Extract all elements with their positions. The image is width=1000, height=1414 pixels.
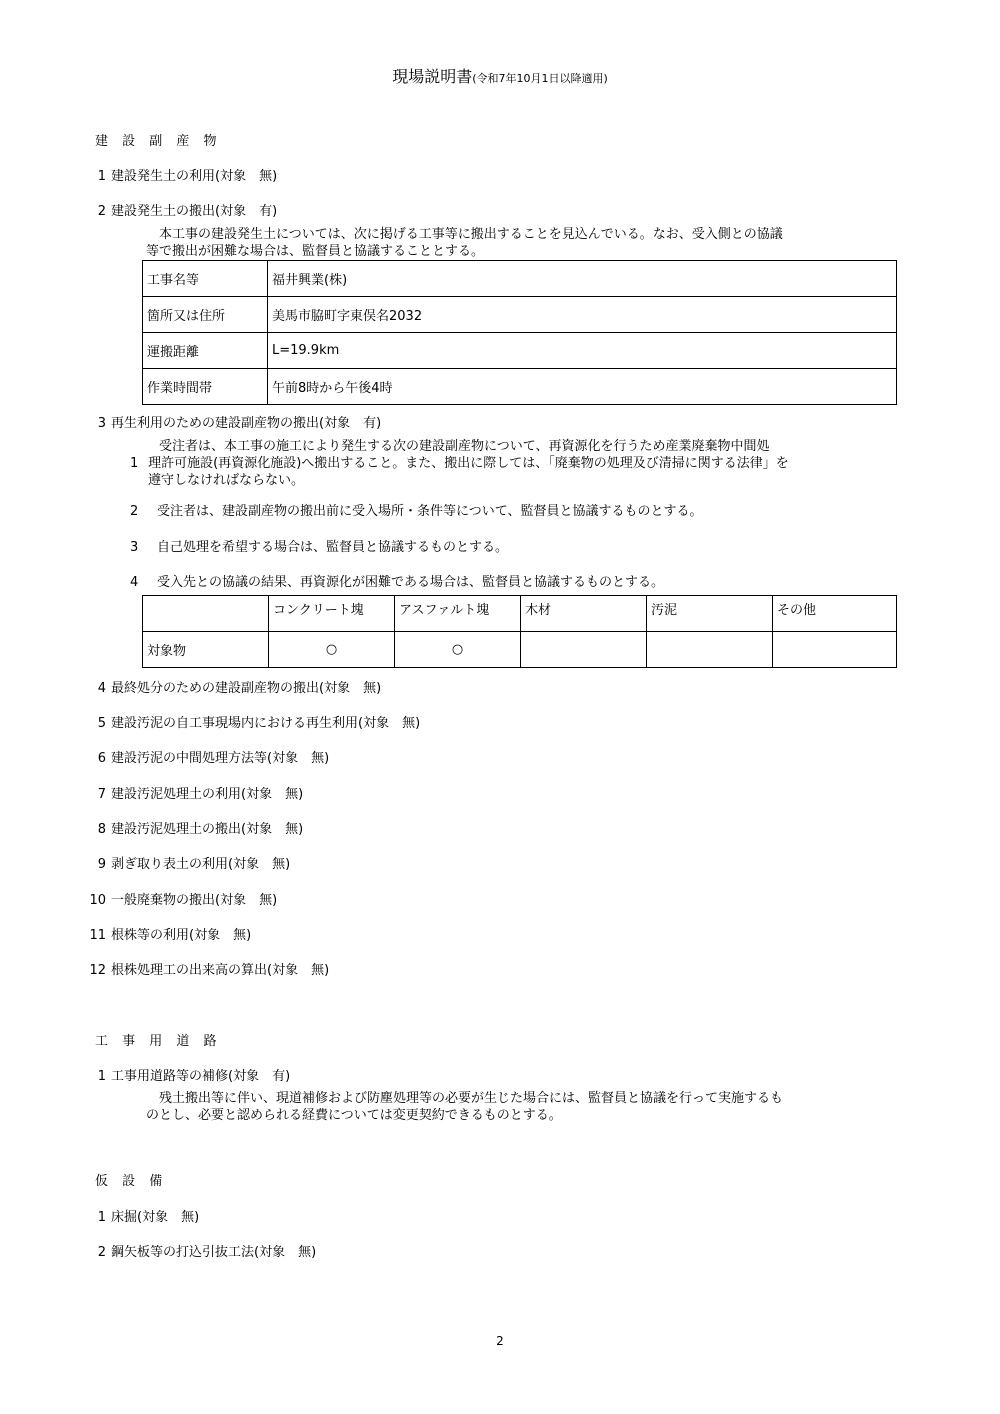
table-cell	[521, 632, 647, 668]
table-header-cell	[143, 596, 269, 632]
table-header-row	[143, 596, 897, 632]
item-sludge-onsite-reuse	[80, 712, 420, 731]
item-number: 5	[97, 716, 106, 731]
subitem-text: 受入先との協議の結果、再資源化が困難である場合は、監督員と協議するものとする。	[157, 575, 665, 590]
item-soil-use	[80, 165, 277, 184]
item-text: 建設汚泥の自工事現場内における再生利用(対象 無)	[111, 716, 421, 731]
item-text: 剥ぎ取り表土の利用(対象 無)	[111, 857, 291, 872]
table-cell	[647, 632, 773, 668]
table-cell: ○	[269, 632, 395, 668]
paragraph-line: 残土搬出等に伴い、現道補修および防塵処理等の必要が生じた場合には、監督員と協議を行って実施するも	[159, 1091, 784, 1106]
section-heading-temporary: 仮 設 備	[95, 1174, 168, 1189]
table-row	[143, 261, 897, 297]
subitem-number: 3	[130, 540, 139, 555]
item-number: 12	[89, 963, 106, 978]
table-row	[143, 369, 897, 405]
item-number: 10	[89, 893, 106, 908]
table-header-cell: 木材	[521, 596, 647, 632]
table-label: 運搬距離	[143, 333, 268, 369]
item-number: 7	[97, 787, 106, 802]
table-label: 工事名等	[143, 261, 268, 297]
soil-destination-table	[142, 260, 897, 405]
item-text: 再生利用のための建設副産物の搬出(対象 有)	[111, 416, 382, 431]
item-sludge-intermediate	[80, 747, 329, 766]
item-number: 11	[89, 928, 106, 943]
paragraph-line: 理許可施設(再資源化施設)へ搬出すること。また、搬出に際しては、「廃棄物の処理及び清掃に関する法律」を	[148, 456, 789, 471]
item-number: 1	[97, 1069, 106, 1084]
item-sludge-soil-use	[80, 783, 303, 802]
table-header-cell: コンクリート塊	[269, 596, 395, 632]
item-excavation	[80, 1206, 199, 1225]
subitem-1	[130, 438, 789, 489]
table-row	[143, 297, 897, 333]
table-cell: ○	[395, 632, 521, 668]
table-row	[143, 333, 897, 369]
title-main: 現場説明書	[392, 67, 473, 86]
item-number: 4	[97, 681, 106, 696]
item-number: 1	[97, 1210, 106, 1225]
item-topsoil-use	[80, 853, 290, 872]
item-number: 3	[97, 416, 106, 431]
table-label: 箇所又は住所	[143, 297, 268, 333]
document-title	[0, 64, 1000, 87]
subitem-text: 受注者は、建設副産物の搬出前に受入場所・条件等について、監督員と協議するものとする。	[157, 504, 703, 519]
item-final-disposal	[80, 677, 381, 696]
item-text: 最終処分のための建設副産物の搬出(対象 無)	[111, 681, 382, 696]
subitem-text: 自己処理を希望する場合は、監督員と協議するものとする。	[157, 540, 509, 555]
item-text: 床掘(対象 無)	[111, 1210, 200, 1225]
table-label: 作業時間帯	[143, 369, 268, 405]
item-text: 根株等の利用(対象 無)	[111, 928, 252, 943]
item-road-repair	[80, 1065, 290, 1084]
item-number: 2	[97, 204, 106, 219]
table-row-label: 対象物	[143, 632, 269, 668]
page-number: 2	[496, 1334, 504, 1348]
subitem-2	[130, 500, 703, 519]
paragraph-soil-removal	[146, 226, 783, 260]
table-cell	[773, 632, 897, 668]
paragraph-line: 本工事の建設発生土については、次に掲げる工事等に搬出することを見込んでいる。なお、受入側との協議	[159, 227, 783, 242]
item-recycling-removal	[80, 412, 381, 431]
byproduct-target-table	[142, 595, 897, 668]
item-number: 8	[97, 822, 106, 837]
table-value: L=19.9km	[268, 333, 897, 369]
item-stump-output	[80, 959, 329, 978]
item-sludge-soil-removal	[80, 818, 303, 837]
table-value: 福井興業(株)	[268, 261, 897, 297]
subitem-number: 4	[130, 575, 139, 590]
item-number: 9	[97, 857, 106, 872]
item-text: 工事用道路等の補修(対象 有)	[111, 1069, 291, 1084]
paragraph-line: 受注者は、本工事の施工により発生する次の建設副産物について、再資源化を行うため産業廃棄物中間処	[159, 439, 770, 454]
item-text: 建設発生土の搬出(対象 有)	[111, 204, 278, 219]
subitem-number: 1	[130, 456, 139, 471]
item-text: 建設汚泥の中間処理方法等(対象 無)	[111, 751, 330, 766]
subitem-4	[130, 571, 664, 590]
subitem-3	[130, 536, 508, 555]
item-text: 建設発生土の利用(対象 無)	[111, 169, 278, 184]
item-text: 一般廃棄物の搬出(対象 無)	[111, 893, 278, 908]
item-number: 1	[97, 169, 106, 184]
subitem-number: 2	[130, 504, 139, 519]
item-general-waste	[80, 889, 277, 908]
table-header-cell: アスファルト塊	[395, 596, 521, 632]
item-number: 6	[97, 751, 106, 766]
item-number: 2	[97, 1245, 106, 1260]
paragraph-road-repair	[146, 1090, 783, 1124]
item-text: 建設汚泥処理土の搬出(対象 無)	[111, 822, 304, 837]
section-heading-work-road: 工 事 用 道 路	[95, 1034, 222, 1049]
item-text: 建設汚泥処理土の利用(対象 無)	[111, 787, 304, 802]
table-header-cell: その他	[773, 596, 897, 632]
table-row	[143, 632, 897, 668]
table-value: 午前8時から午後4時	[268, 369, 897, 405]
table-header-cell: 汚泥	[647, 596, 773, 632]
paragraph-line: 遵守しなければならない。	[148, 473, 305, 488]
title-sub: (令和7年10月1日以降適用)	[472, 72, 608, 85]
table-value: 美馬市脇町字東俣名2032	[268, 297, 897, 333]
item-sheet-pile	[80, 1241, 316, 1260]
paragraph-line: のとし、必要と認められる経費については変更契約できるものとする。	[146, 1108, 562, 1123]
section-heading-byproducts: 建 設 副 産 物	[95, 134, 222, 149]
item-text: 鋼矢板等の打込引抜工法(対象 無)	[111, 1245, 317, 1260]
item-soil-removal	[80, 200, 277, 219]
item-text: 根株処理工の出来高の算出(対象 無)	[111, 963, 330, 978]
item-stump-use	[80, 924, 251, 943]
paragraph-line: 等で搬出が困難な場合は、監督員と協議することとする。	[146, 244, 485, 259]
